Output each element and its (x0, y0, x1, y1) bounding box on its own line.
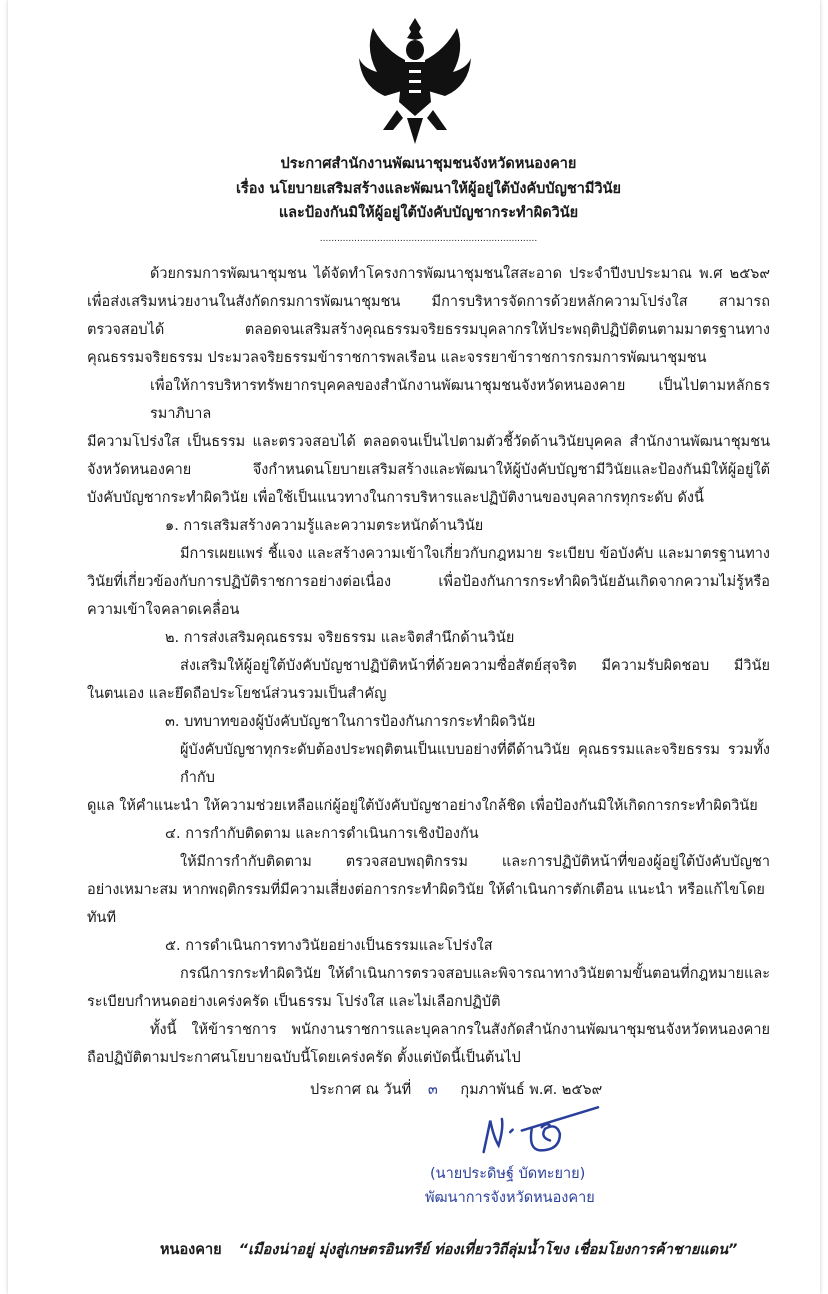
signature-area (87, 1104, 770, 1162)
title-line-3: และป้องกันมิให้ผู้อยู่ใต้บังคับบัญชากระทำผิดวินัย (278, 205, 579, 221)
signature-date (87, 1076, 770, 1104)
item-3-line: ดูแล ให้คำแนะนำ ให้ความช่วยเหลือแก่ผู้อยู่ใต้บังคับบัญชาอย่างใกล้ชิด เพื่อป้องกันมิให้เกิดการกระทำผิดวินัย (87, 797, 758, 814)
para1-line: เพื่อส่งเสริมหน่วยงานในสังกัดกรมการพัฒนาชุมชน มีการบริหารจัดการด้วยหลักความโปร่งใส สามารถ (87, 293, 770, 310)
item-3-line: ผู้บังคับบัญชาทุกระดับต้องประพฤติตนเป็นแบบอย่างที่ดีด้านวินัย คุณธรรมและจริยธรรม รวมทั้งกำกับ (180, 741, 770, 786)
item-1-line: วินัยที่เกี่ยวข้องกับการปฏิบัติราชการอย่างต่อเนื่อง เพื่อป้องกันการกระทำผิดวินัยอันเกิดจากความไม่รู้หรือ (87, 573, 770, 590)
item-4-line: อย่างเหมาะสม หากพฤติกรรมที่มีความเสี่ยงต่อการกระทำผิดวินัย ให้ดำเนินการตักเตือน แนะนำ หรือแก้ไขโดยทันที (87, 881, 765, 926)
date-prefix: ประกาศ ณ วันที่ (310, 1081, 412, 1098)
closing-line: ทั้งนี้ ให้ข้าราชการ พนักงานราชการและบุคลากรในสังกัดสำนักงานพัฒนาชุมชนจังหวัดหนองคาย (150, 1021, 770, 1038)
item-3-heading: ๓. บทบาทของผู้บังคับบัญชาในการป้องกันการกระทำผิดวินัย (165, 713, 536, 730)
document-body (87, 0, 770, 1294)
para2-line: เพื่อให้การบริหารทรัพยากรบุคคลของสำนักงานพัฒนาชุมชนจังหวัดหนองคาย เป็นไปตามหลักธรรมาภิบาล (150, 377, 770, 422)
item-1-line: ความเข้าใจคลาดเคลื่อน (87, 601, 240, 618)
para2-line: บังคับบัญชากระทำผิดวินัย เพื่อใช้เป็นแนวทางในการบริหารและปฏิบัติงานของบุคลากรทุกระดับ ดังนี้ (87, 489, 704, 506)
item-5-heading: ๕. การดำเนินการทางวินัยอย่างเป็นธรรมและโปร่งใส (165, 937, 493, 954)
item-1-line: มีการเผยแพร่ ชี้แจง และสร้างความเข้าใจเกี่ยวกับกฎหมาย ระเบียบ ข้อบังคับ และมาตรฐานทาง (180, 545, 770, 562)
item-4-line: ให้มีการกำกับติดตาม ตรวจสอบพฤติกรรม และการปฏิบัติหน้าที่ของผู้อยู่ใต้บังคับบัญชา (180, 853, 770, 870)
item-2-heading: ๒. การส่งเสริมคุณธรรม จริยธรรม และจิตสำนึกด้านวินัย (165, 629, 515, 646)
title-line-2: เรื่อง นโยบายเสริมสร้างและพัฒนาให้ผู้อยู่ใต้บังคับบัญชามีวินัย (235, 180, 622, 197)
handwritten-signature (460, 1104, 620, 1162)
title-separator: ............................................................................ (319, 233, 538, 244)
item-1-heading: ๑. การเสริมสร้างความรู้และความตระหนักด้านวินัย (165, 517, 484, 534)
title-line-1: ประกาศสำนักงานพัฒนาชุมชนจังหวัดหนองคาย (280, 156, 577, 172)
signer-name: (นายประดิษฐ์ บัดทะยาย) (430, 1165, 586, 1182)
item-4-heading: ๔. การกำกับติดตาม และการดำเนินการเชิงป้องกัน (165, 825, 479, 842)
para2-line: จังหวัดหนองคาย จึงกำหนดนโยบายเสริมสร้างและพัฒนาให้ผู้บังคับบัญชามีวินัยและป้องกันมิให้ผู้อยู่ใต้ (87, 461, 770, 478)
footer-slogan (87, 1236, 770, 1264)
para1-line: คุณธรรมจริยธรรม ประมวลจริยธรรมข้าราชการพลเรือน และจรรยาข้าราชการกรมการพัฒนาชุมชน (87, 349, 707, 366)
para1-line: ตรวจสอบได้ ตลอดจนเสริมสร้างคุณธรรมจริยธรรมบุคลากรให้ประพฤติปฏิบัติตนตามมาตรฐานทาง (87, 321, 770, 338)
signer-position: พัฒนาการจังหวัดหนองคาย (425, 1189, 595, 1206)
closing-line: ถือปฏิบัติตามประกาศนโยบายฉบับนี้โดยเคร่งครัด ตั้งแต่บัดนี้เป็นต้นไป (87, 1049, 521, 1066)
date-month-year: กุมภาพันธ์ พ.ศ. ๒๕๖๙ (460, 1081, 603, 1098)
para2-line: มีความโปร่งใส เป็นธรรม และตรวจสอบได้ ตลอดจนเป็นไปตามตัวชี้วัดด้านวินัยบุคคล สำนักงานพัฒนาชุมชน (87, 433, 770, 450)
item-2-line: ส่งเสริมให้ผู้อยู่ใต้บังคับบัญชาปฏิบัติหน้าที่ด้วยความซื่อสัตย์สุจริต มีความรับผิดชอบ มีวินัย (180, 657, 770, 674)
footer-slogan-text: “เมืองน่าอยู่ มุ่งสู่เกษตรอินทรีย์ ท่องเที่ยววิถีลุ่มน้ำโขง เชื่อมโยงการค้าชายแดน” (238, 1241, 738, 1258)
item-2-line: ในตนเอง และยึดถือประโยชน์ส่วนรวมเป็นสำคัญ (87, 685, 387, 702)
item-5-line: ระเบียบกำหนดอย่างเคร่งครัด เป็นธรรม โปร่งใส และไม่เลือกปฏิบัติ (87, 993, 501, 1010)
date-day: ๓ (427, 1081, 438, 1098)
footer-province: หนองคาย (160, 1241, 222, 1258)
item-5-line: กรณีการกระทำผิดวินัย ให้ดำเนินการตรวจสอบและพิจารณาทางวินัยตามขั้นตอนที่กฎหมายและ (180, 965, 770, 982)
para1-line: ด้วยกรมการพัฒนาชุมชน ได้จัดทำโครงการพัฒนาชุมชนใสสะอาด ประจำปีงบประมาณ พ.ศ ๒๕๖๙ (150, 265, 770, 282)
garuda-emblem (355, 10, 475, 150)
